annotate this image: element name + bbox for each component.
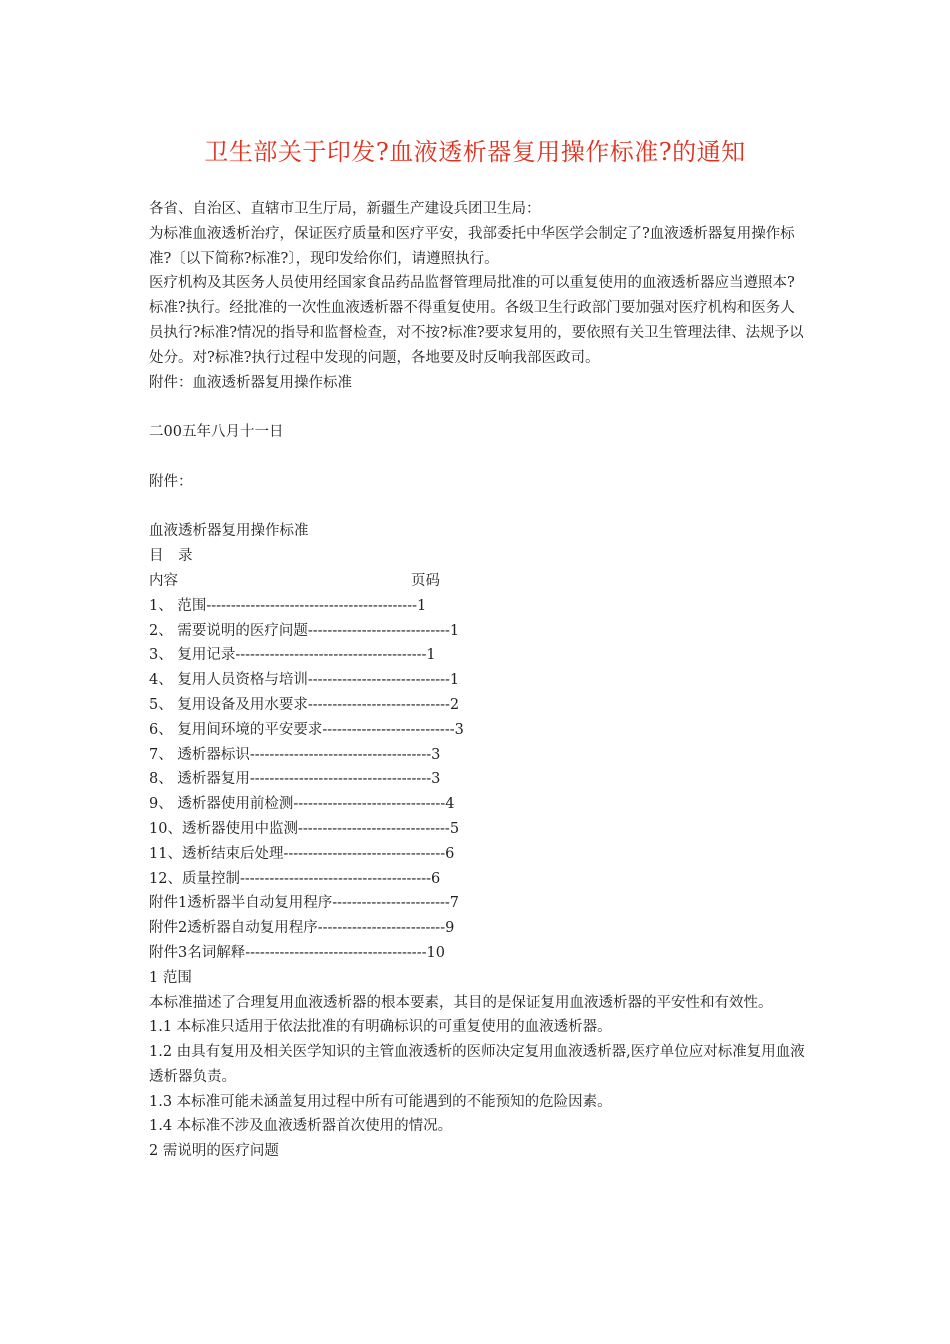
section-paragraph: 本标准描述了合理复用血液透析器的根本要素，其目的是保证复用血液透析器的平安性和有效性。 bbox=[149, 994, 773, 1011]
toc-title: 目 录 bbox=[149, 548, 193, 565]
section-heading: 2 需说明的医疗问题 bbox=[149, 1143, 279, 1160]
toc-header bbox=[149, 569, 809, 594]
toc-item: 6、 复用间环境的平安要求---------------------------3 bbox=[149, 721, 464, 738]
attachment-line: 附件：血液透析器复用操作标准 bbox=[149, 374, 352, 391]
notice-date: 二00五年八月十一日 bbox=[149, 424, 284, 441]
clause: 1.1 本标准只适用于依法批准的有明确标识的可重复使用的血液透析器。 bbox=[149, 1019, 612, 1036]
toc-item: 附件3名词解释-------------------------------------10 bbox=[149, 944, 445, 961]
toc-item: 12、质量控制---------------------------------------6 bbox=[149, 870, 441, 887]
toc-item: 5、 复用设备及用水要求-----------------------------2 bbox=[149, 696, 460, 713]
toc-item: 9、 透析器使用前检测-------------------------------4 bbox=[149, 796, 455, 813]
notice-paragraph-1: 为标准血液透析治疗，保证医疗质量和医疗平安，我部委托中华医学会制定了?血液透析器复用操作标准?〔以下简称?标准?〕，现印发给你们，请遵照执行。 bbox=[149, 225, 795, 267]
toc-col-content: 内容 bbox=[149, 572, 178, 589]
toc-item: 附件2透析器自动复用程序--------------------------9 bbox=[149, 920, 455, 937]
toc-item: 8、 透析器复用-------------------------------------3 bbox=[149, 771, 441, 788]
toc-item: 1、 范围-------------------------------------------1 bbox=[149, 597, 427, 614]
toc-list bbox=[149, 594, 809, 966]
toc-item: 3、 复用记录---------------------------------------1 bbox=[149, 647, 436, 664]
toc-item: 11、透析结束后处理---------------------------------6 bbox=[149, 845, 455, 862]
document-body bbox=[149, 197, 809, 1164]
toc-item: 10、透析器使用中监测-------------------------------5 bbox=[149, 820, 460, 837]
clause: 1.4 本标准不涉及血液透析器首次使用的情况。 bbox=[149, 1118, 453, 1135]
toc-col-page: 页码 bbox=[411, 572, 440, 589]
clause: 1.2 由具有复用及相关医学知识的主管血液透析的医师决定复用血液透析器,医疗单位应对标准复用血液透析器负责。 bbox=[149, 1044, 805, 1085]
toc-item: 4、 复用人员资格与培训-----------------------------1 bbox=[149, 672, 460, 689]
toc-item: 附件1透析器半自动复用程序------------------------7 bbox=[149, 895, 460, 912]
clause: 1.3 本标准可能未涵盖复用过程中所有可能遇到的不能预知的危险因素。 bbox=[149, 1093, 612, 1110]
toc-item: 7、 透析器标识-------------------------------------3 bbox=[149, 746, 441, 763]
document-title: 卫生部关于印发?血液透析器复用操作标准?的通知 bbox=[204, 138, 746, 166]
section-heading: 1 范围 bbox=[149, 969, 192, 986]
addressee: 各省、自治区、直辖市卫生厅局，新疆生产建设兵团卫生局： bbox=[149, 201, 541, 217]
standard-title: 血液透析器复用操作标准 bbox=[149, 523, 309, 540]
toc-item: 2、 需要说明的医疗问题-----------------------------1 bbox=[149, 622, 460, 639]
notice-paragraph-2: 医疗机构及其医务人员使用经国家食品药品监督管理局批准的可以重复使用的血液透析器应当遵照本?标准?执行。经批准的一次性血液透析器不得重复使用。各级卫生行政部门要加强对医疗机构和医务人员执行?标准?情况的指导和监督检查，对不按?标准?要求复用的，要依照有关卫生管理法律、法规予以处分。对?标准?执行过程中发现的问题，各地要及时反响我部医政司。 bbox=[149, 275, 804, 366]
attachment-label: 附件： bbox=[149, 473, 193, 490]
